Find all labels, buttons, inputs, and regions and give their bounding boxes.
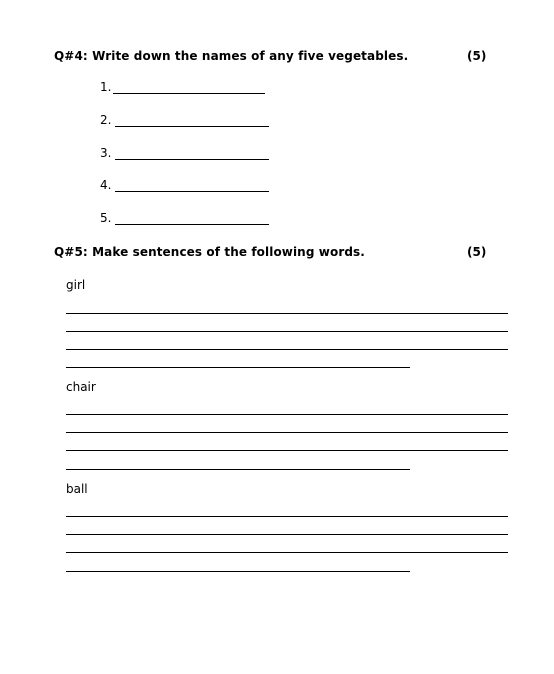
answer-blank[interactable] (115, 212, 269, 225)
sentence-line[interactable] (66, 313, 508, 314)
item-number: 1. (100, 80, 112, 94)
q4-title: Q#4: Write down the names of any five vegetables. (54, 49, 409, 63)
q4-marks: (5) (467, 49, 487, 63)
answer-blank[interactable] (113, 81, 265, 94)
vegetable-answer-1 (100, 80, 265, 94)
vegetable-answer-5 (100, 211, 269, 225)
sentence-line[interactable] (66, 571, 410, 572)
answer-blank[interactable] (115, 147, 269, 160)
sentence-line[interactable] (66, 534, 508, 535)
item-number: 4. (100, 178, 112, 192)
sentence-line[interactable] (66, 414, 508, 415)
sentence-line[interactable] (66, 331, 508, 332)
q5-marks: (5) (467, 245, 487, 259)
item-number: 2. (100, 113, 112, 127)
vegetable-answer-4 (100, 178, 269, 192)
sentence-line[interactable] (66, 450, 508, 451)
sentence-line[interactable] (66, 432, 508, 433)
answer-blank[interactable] (115, 114, 269, 127)
item-number: 5. (100, 211, 112, 225)
vegetable-answer-2 (100, 113, 269, 127)
word-girl: girl (66, 278, 86, 292)
item-number: 3. (100, 146, 112, 160)
sentence-line[interactable] (66, 516, 508, 517)
vegetable-answer-3 (100, 146, 269, 160)
sentence-line[interactable] (66, 552, 508, 553)
word-chair: chair (66, 380, 96, 394)
word-ball: ball (66, 482, 88, 496)
sentence-line[interactable] (66, 349, 508, 350)
sentence-line[interactable] (66, 367, 410, 368)
answer-blank[interactable] (115, 179, 269, 192)
sentence-line[interactable] (66, 469, 410, 470)
q5-title: Q#5: Make sentences of the following words. (54, 245, 365, 259)
